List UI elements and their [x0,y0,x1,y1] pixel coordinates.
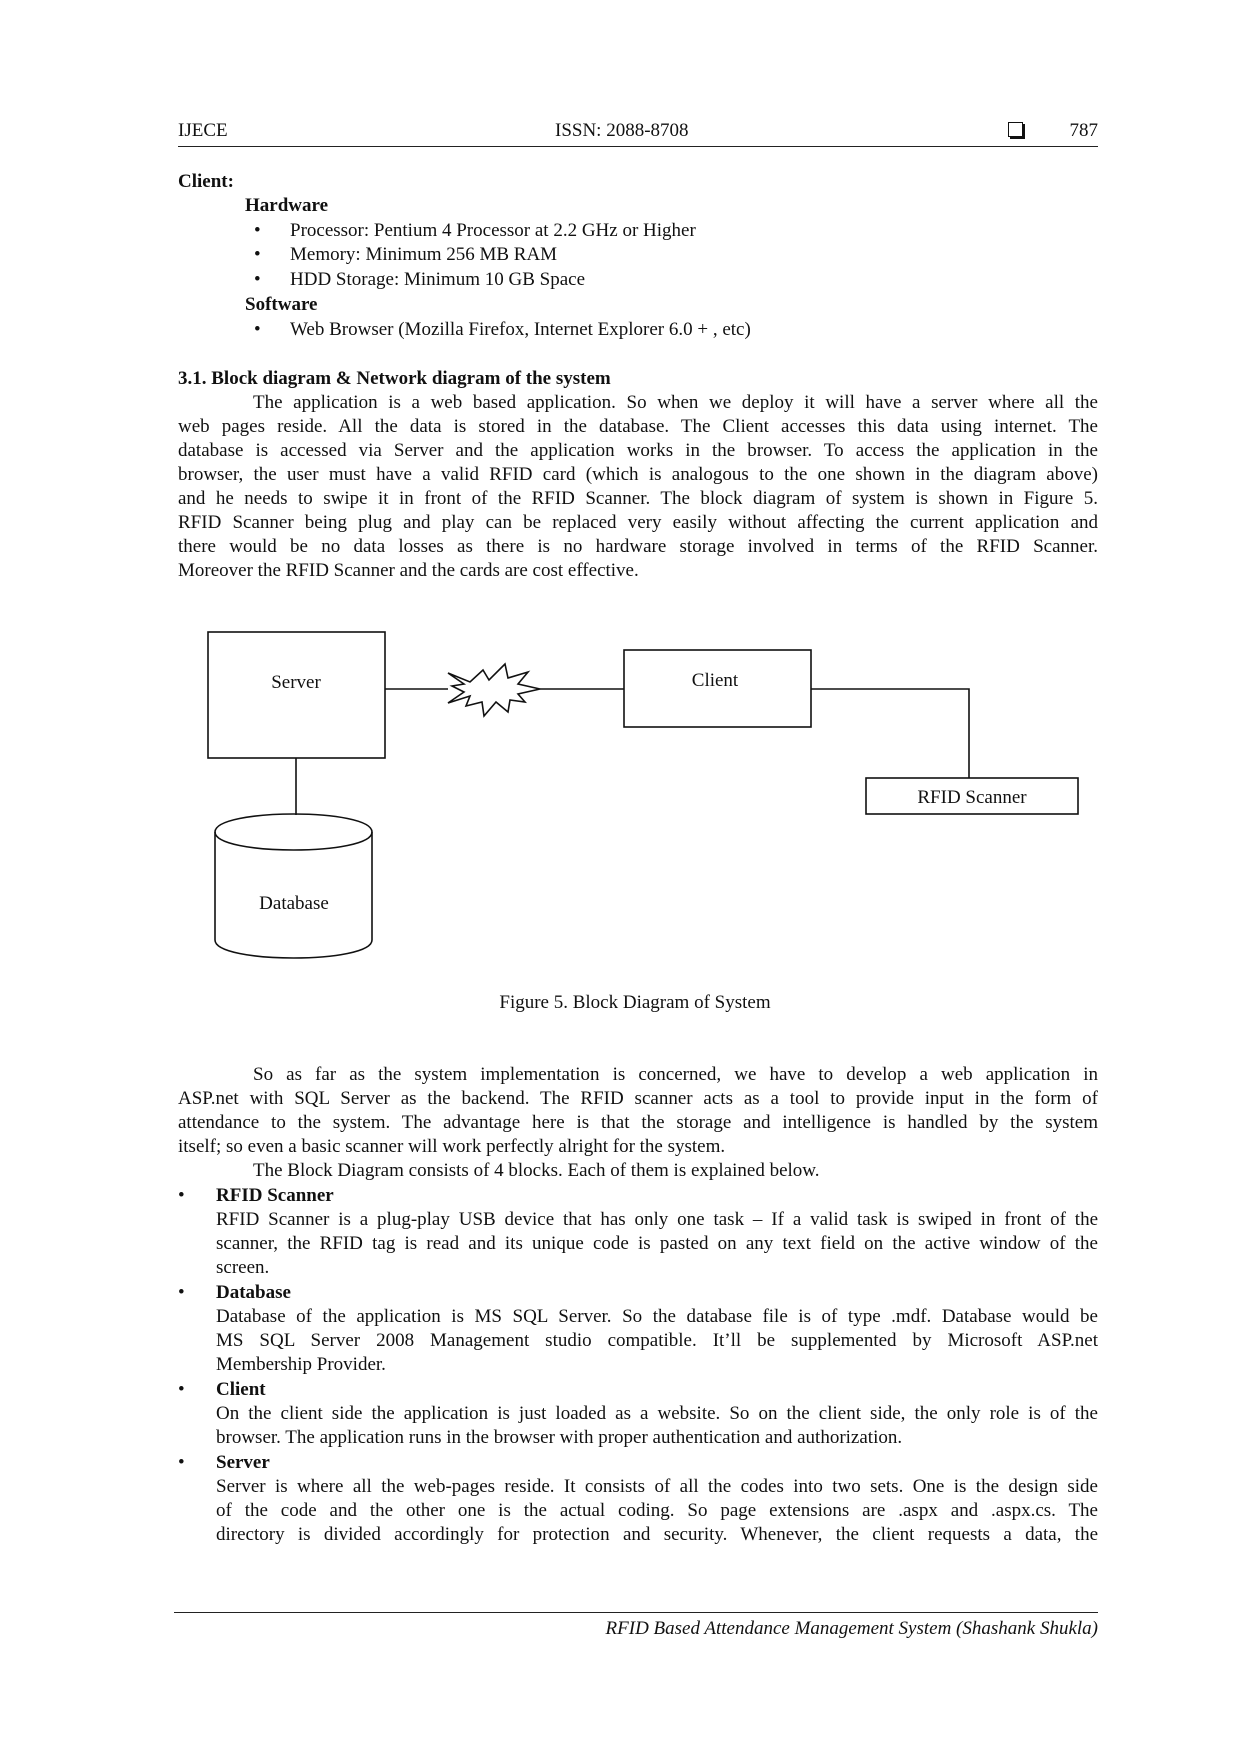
journal-name: IJECE [178,120,228,141]
server-label: Server [271,672,321,693]
block-title: RFID Scanner [216,1185,334,1206]
running-footer: RFID Based Attendance Management System (Shashank Shukla) [605,1618,1098,1639]
block-title: Database [216,1282,291,1303]
page-number: 787 [1069,120,1098,141]
database-cylinder [215,814,372,958]
internet-burst-icon [448,664,540,716]
footer-rule [174,1612,1098,1613]
rfid-scanner-label: RFID Scanner [917,787,1027,808]
checkbox-square-icon [1008,122,1023,137]
client-label: Client [691,670,739,691]
database-label: Database [259,893,329,914]
figure-caption: Figure 5. Block Diagram of System [499,992,771,1013]
hardware-heading: Hardware [245,195,329,216]
client-heading: Client: [178,171,234,192]
block-title: Client [216,1379,266,1400]
client-rfid-link [811,689,969,778]
block-diagram [178,620,1098,980]
software-heading: Software [245,294,318,315]
section-paragraph: The application is a web based application. So when we deploy it will have a server where all the web pages reside. All the data is stored in the database. The Client accesses this data using internet. The database is accessed via Server and the application works in the browser. To access the application in the browser, the user must have a valid RFID card (which is analogous to the one shown in the diagram above) and he needs to swipe it in front of the RFID Scanner. The block diagram of system is shown in Figure 5. RFID Scanner being plug and play can be replaced very easily without affecting the current application and there would be no data losses as there is no hardware storage involved in terms of the RFID Scanner. Moreover the RFID Scanner and the cards are cost effective. [178,392,1098,581]
running-header [178,118,1098,147]
implementation-paragraph: So as far as the system implementation is concerned, we have to develop a web application in ASP.net with SQL Server as the backend. The RFID scanner acts as a tool to provide input in the form of attendance to the system. The advantage here is that the storage and intelligence is handled by the system itself; so even a basic scanner will work perfectly alright for the system. The Block Diagram consists of 4 blocks. Each of them is explained below. [178,1064,1098,1181]
paper-page: IJECE ISSN: 2088-8708 787 Client: Hardware • Processor: Pentium 4 Processor at 2.2 GHz or Higher • Memory: Minimum 256 MB RAM • HDD Storage: Minimum 10 GB Space Software • Web Browser (Mozilla Firefox, Internet Explorer 6.0 + , etc) 3.1. Block diagram & Network diagram of the system The application is a web based application. So when we deploy it will have a server where all the web pages reside. All the data is stored in the database. The Client accesses this data using internet. The database is accessed via Server and the application works in the browser. To access the application in the browser, the user must have a valid RFID card (which is analogous to the one shown in the diagram above) and he needs to swipe it in front of the RFID Scanner. The block diagram of system is shown in Figure 5. RFID Scanner being plug and play can be replaced very easily without affecting the current application and there would be no data losses as there is no hardware storage involved in terms of the RFID Scanner. Moreover the RFID Scanner and the cards are cost effective. Server Client RFID Scanner Database Figure 5. Block Diagram of System So as far as the system implementation is concerned, we have to develop a web application in ASP.net with SQL Server as the backend. The RFID scanner acts as a tool to provide input in the form of attendance to the system. The advantage here is that the storage and intelligence is handled by the system itself; so even a basic scanner will work perfectly alright for the system. The Block Diagram consists of 4 blocks. Each of them is explained below. • RFID Scanner RFID Scanner is a plug-play USB device that has only one task – If a valid task is swiped in front of the scanner, the RFID tag is read and its unique code is pasted on any text field on the active window of the screen. • Database Database of the application is MS SQL Server. So the database file is of type .mdf. Database would be MS SQL Server 2008 Management studio compatible. It’ll be supplemented by Microsoft ASP.net Membership Provider. • Client On the client side the application is just loaded as a website. So on the client side, the only role is of the browser. The application runs in the browser with proper authentication and authorization. • Server Server is where all the web-pages reside. It consists of all the codes into two sets. One is the design side of the code and the other one is the actual coding. So page extensions are .aspx and .aspx.cs. The directory is divided accordingly for protection and security. Whenever, the client requests a data, the RFID Based Attendance Management System (Shashank Shukla) [0,0,1240,1754]
issn: ISSN: 2088-8708 [555,120,689,141]
section-title: 3.1. Block diagram & Network diagram of the system [178,368,611,389]
server-box [208,632,385,758]
block-title: Server [216,1452,270,1473]
